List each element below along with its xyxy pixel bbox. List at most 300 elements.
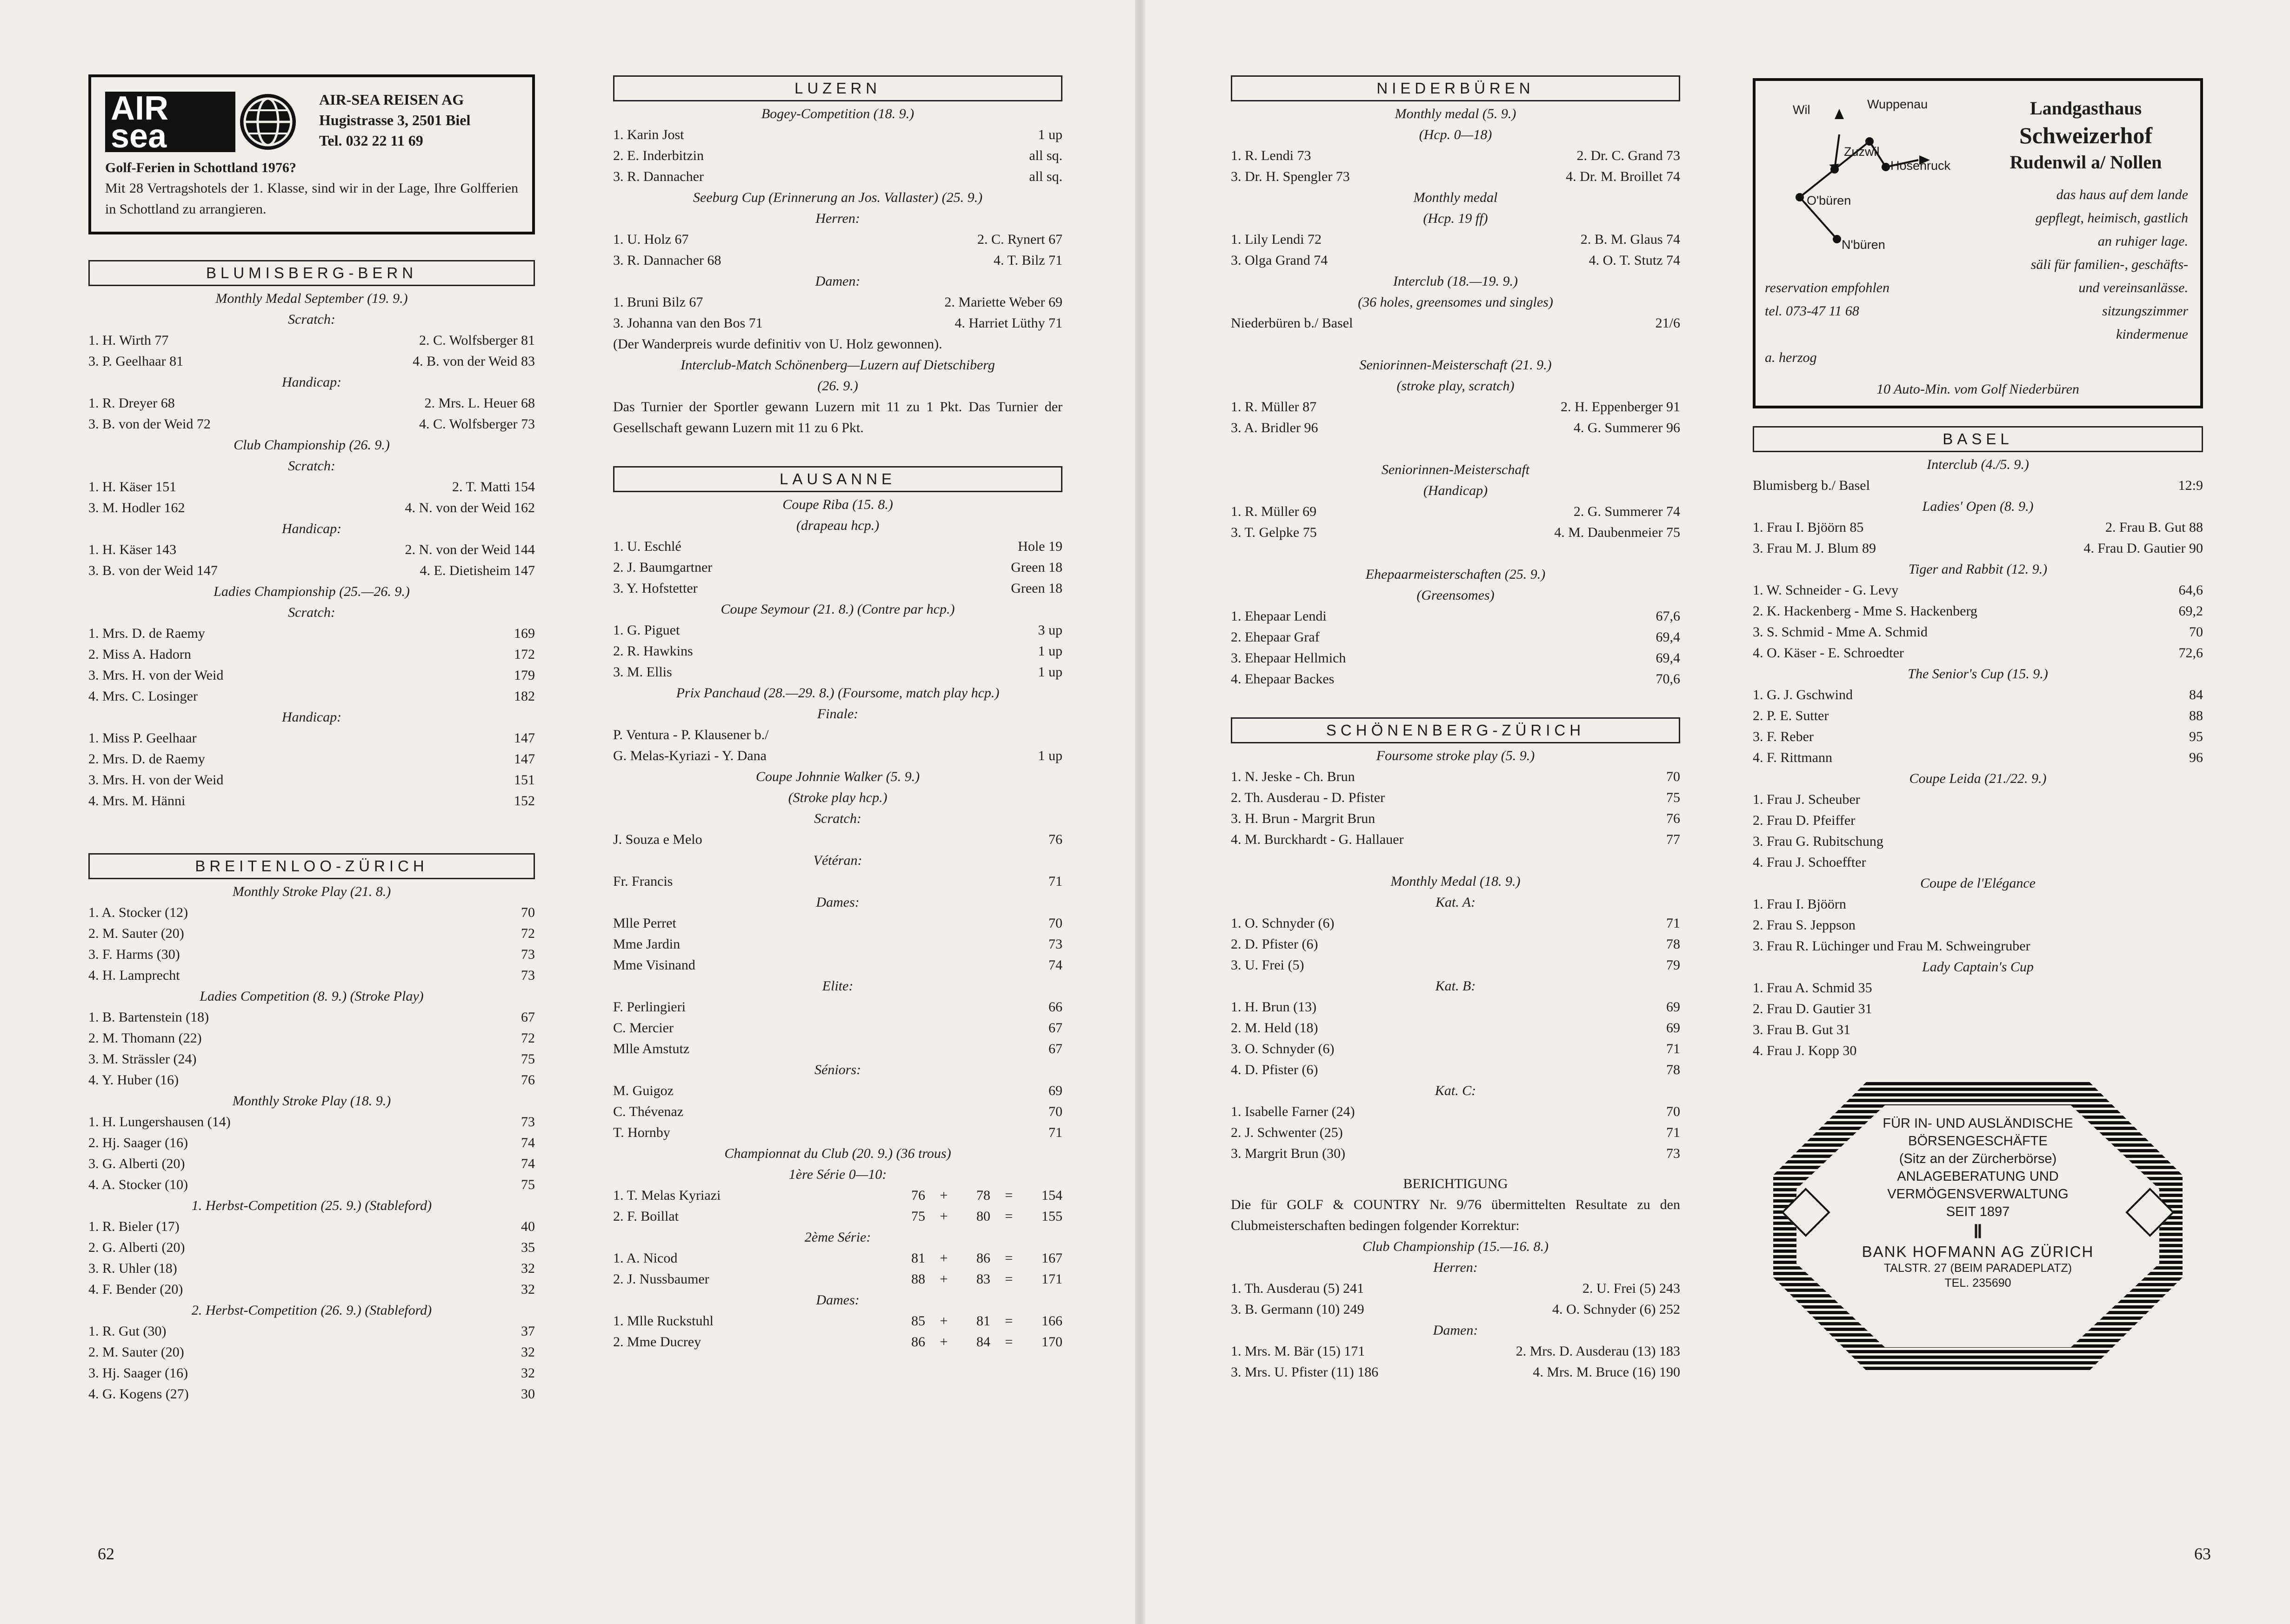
result-score: 1 up [1038,643,1062,659]
result-row [88,1383,535,1404]
result-name: 2. Mrs. L. Heuer 68 [424,395,535,411]
result-name: 2. D. Pfister (6) [1231,936,1318,952]
result-row [88,1111,535,1132]
result-name: 2. J. Schwenter (25) [1231,1125,1343,1140]
result-name: 1. A. Nicod [613,1250,678,1266]
result-row [1231,996,1680,1017]
result-name: 3. Dr. H. Spengler 73 [1231,169,1350,184]
section-title-luzern: LUZERN [613,75,1062,101]
map-label-wuppenau: Wuppenau [1867,97,1928,111]
result-name: 1. T. Melas Kyriazi [613,1188,721,1203]
result-name: 2. K. Hackenberg - Mme S. Hackenberg [1753,603,1977,619]
map-label-obueren: O'büren [1807,194,1851,207]
subheading: (Handicap) [1423,483,1488,498]
note-paragraph: Das Turnier der Sportler gewann Luzern mit 11 zu 1 Pkt. Das Turnier der Gesellschaft gewann Luzern mit 11 zu 6 Pkt. [613,399,1062,435]
result-row [1231,787,1680,808]
result-name: 2. Mrs. D. de Raemy [88,751,205,767]
landgasthaus-footer: 10 Auto-Min. vom Golf Niederbüren [1876,381,2079,397]
result-score: 67,6 [1656,608,1680,624]
bank-address: TALSTR. 27 (BEIM PARADEPLATZ) [1883,1262,2072,1275]
result-score: 70 [521,905,535,920]
score-calculation [897,1206,1062,1227]
result-score: 172 [514,647,535,662]
total-score: 171 [1042,1271,1062,1287]
result-name: 4. Frau D. Gautier 90 [2083,541,2203,556]
result-name: 2. J. Baumgartner [613,560,713,575]
result-name: 2. E. Inderbitzin [613,148,704,163]
result-score: 73 [521,947,535,962]
plus-sign: + [940,1209,948,1224]
plus-sign: + [940,1188,948,1203]
result-name: 1. A. Stocker (12) [88,905,188,920]
result-score: 95 [2189,729,2203,744]
result-row [613,1080,1062,1101]
result-row [613,662,1062,682]
result-row [1753,705,2203,726]
result-name: 1. U. Holz 67 [613,232,689,247]
result-name: 4. H. Lamprecht [88,968,180,983]
result-name: 2. G. Alberti (20) [88,1240,185,1255]
bank-name: BANK HOFMANN AG ZÜRICH [1862,1243,2094,1260]
result-name: 4. F. Rittmann [1753,750,1832,765]
air-sea-advertisement [88,74,535,234]
subheading: Scratch: [814,811,861,826]
result-row [88,1363,535,1383]
result-row [613,250,1062,271]
round-2-score: 84 [976,1334,990,1350]
result-row [1753,1040,2203,1061]
subheading: Coupe Riba (15. 8.) [782,497,893,512]
result-row [88,1028,535,1049]
result-row [613,996,1062,1017]
subheading: Club Championship (15.—16. 8.) [1362,1239,1549,1254]
result-row [1753,580,2203,601]
spacer [1231,334,1680,354]
result-name: 4. M. Burckhardt - G. Hallauer [1231,832,1404,847]
score-calculation [897,1185,1062,1206]
result-score: 147 [514,730,535,746]
result-name: 2. P. E. Sutter [1753,708,1829,723]
result-row [613,1331,1062,1352]
section-title-blumisberg: BLUMISBERG-BERN [88,260,535,286]
round-1-score: 85 [911,1313,925,1329]
result-row [613,578,1062,599]
result-name: 3. R. Dannacher 68 [613,253,721,268]
subheading: Seniorinnen-Meisterschaft (21. 9.) [1359,357,1552,373]
result-name: 3. R. Dannacher [613,169,704,184]
result-row [613,1269,1062,1290]
result-name: 2. B. M. Glaus 74 [1580,232,1680,247]
result-score: Green 18 [1011,581,1062,596]
subheading: Scratch: [288,312,335,327]
subheading: Damen: [1433,1323,1478,1338]
result-score: 88 [2189,708,2203,723]
result-score: 69,2 [2178,603,2203,619]
result-name: C. Mercier [613,1020,674,1036]
subheading: 2. Herbst-Competition (26. 9.) (Stableford) [191,1303,432,1318]
subheading: 2ème Série: [804,1230,871,1245]
subheading: Foursome stroke play (5. 9.) [1376,748,1535,763]
result-row [1231,396,1680,417]
subheading: Herren: [1433,1260,1478,1275]
result-name: 2. G. Summerer 74 [1573,504,1680,519]
result-row [1753,998,2203,1019]
result-score: 67 [1048,1041,1062,1056]
result-name: 2. N. von der Weid 144 [405,542,535,557]
result-score: 71 [1048,1125,1062,1140]
result-name: Mme Jardin [613,936,681,952]
round-2-score: 80 [976,1209,990,1224]
result-name: 1. R. Müller 87 [1231,399,1317,414]
landgasthaus-advertisement [1753,78,2203,408]
result-row [88,686,535,707]
bank-text: FÜR IN- UND AUSLÄNDISCHE BÖRSENGESCHÄFTE (Sitz an der Zürcherbörse) ANLAGEBERATUNG UND VERMÖGENSVERWALTUNG SEIT 1897 Ⅱ BANK HOFMANN AG ZÜRICH TALSTR. 27 (BEIM PARADEPLATZ) TEL. 235690 [1852,1115,2103,1290]
result-name: 1. Frau A. Schmid 35 [1753,980,1872,996]
result-name: 1. H. Wirth 77 [88,333,169,348]
subheading: Interclub-Match Schönenberg—Luzern auf Dietschiberg [681,357,995,373]
result-row [613,1122,1062,1143]
result-name: 2. Mariette Weber 69 [944,294,1062,310]
result-score: 1 up [1038,748,1062,763]
result-row [1231,145,1680,166]
result-name: 2. Frau D. Pfeiffer [1753,813,1856,828]
note-paragraph: (Der Wanderpreis wurde definitiv von U. Holz gewonnen). [613,336,942,352]
subheading: Seeburg Cup (Erinnerung an Jos. Vallaster) (25. 9.) [693,190,983,205]
result-row [1753,517,2203,538]
result-row [88,1153,535,1174]
round-2-score: 78 [976,1188,990,1203]
result-row [1753,601,2203,622]
result-score: 152 [514,793,535,809]
result-score: 70 [1666,1104,1680,1119]
result-name: 2. Mme Ducrey [613,1334,701,1350]
result-score: 70 [1048,916,1062,931]
result-score: 71 [1666,916,1680,931]
result-row [1753,915,2203,936]
result-name: 1. G. J. Gschwind [1753,687,1853,702]
result-row [1231,913,1680,934]
result-row [1231,627,1680,648]
section-title-schoenenberg: SCHÖNENBERG-ZÜRICH [1231,717,1680,743]
result-name: 3. F. Reber [1753,729,1814,744]
result-row [1753,810,2203,831]
result-name: T. Hornby [613,1125,670,1140]
result-row [1753,747,2203,768]
result-score: Green 18 [1011,560,1062,575]
result-name: 3. Y. Hofstetter [613,581,698,596]
result-score: 73 [521,1114,535,1129]
subheading: Interclub (18.—19. 9.) [1393,274,1518,289]
subheading: 1. Herbst-Competition (25. 9.) (Stableford) [191,1198,432,1213]
result-row [613,1248,1062,1269]
subheading: (Hcp. 0—18) [1419,127,1492,142]
result-row [1231,1038,1680,1059]
result-name: 1. R. Bieler (17) [88,1219,180,1234]
air-sea-logo-mark: AIR sea [105,92,235,152]
result-name: 4. Mrs. M. Bruce (16) 190 [1533,1364,1680,1380]
subheading: Kat. A: [1435,895,1476,910]
subheading: Handicap: [281,709,342,725]
ad-address: Hugistrasse 3, 2501 Biel [319,112,471,128]
result-row [88,623,535,644]
result-name: Mme Visinand [613,957,695,973]
result-name: 3. R. Uhler (18) [88,1261,177,1276]
result-name: P. Ventura - P. Klausener b./ [613,727,769,742]
result-row [1231,166,1680,187]
score-calculation [897,1269,1062,1290]
result-row [1753,475,2203,496]
result-score: 78 [1666,1062,1680,1077]
result-name: 1. Th. Ausderau (5) 241 [1231,1281,1364,1296]
result-score: 30 [521,1386,535,1402]
subheading: Herren: [815,211,860,226]
result-name: 2. Hj. Saager (16) [88,1135,188,1150]
result-name: Blumisberg b./ Basel [1753,478,1870,493]
result-row [88,560,535,581]
subheading: Dames: [816,1292,860,1308]
result-row [1231,250,1680,271]
score-calculation [897,1310,1062,1331]
result-row [1231,766,1680,787]
landgasthaus-text: das haus auf dem lande gepflegt, heimisch, gastlich an ruhiger lage. säli für familien-, geschäfts- und vereinsanlässe. sitzungszimmer kindermenue [2030,187,2188,342]
result-row [88,1216,535,1237]
result-score: 67 [521,1009,535,1025]
result-name: 1. H. Käser 143 [88,542,177,557]
result-row [1231,668,1680,689]
subheading: Dames: [816,895,860,910]
result-name: C. Thévenaz [613,1104,684,1119]
result-row [88,1321,535,1342]
result-name: 4. M. Daubenmeier 75 [1554,525,1680,540]
result-name: 3. Frau B. Gut 31 [1753,1022,1850,1037]
subheading: Ehepaarmeisterschaften (25. 9.) [1365,567,1546,582]
result-name: 3. A. Bridler 96 [1231,420,1318,435]
result-name: 1. Frau I. Bjöörn 85 [1753,520,1864,535]
subheading: Tiger and Rabbit (12. 9.) [1908,561,2048,577]
subheading: Ladies Championship (25.—26. 9.) [214,584,410,599]
result-row [613,313,1062,334]
result-score: 147 [514,751,535,767]
subheading: Handicap: [281,374,342,390]
subheading: (stroke play, scratch) [1396,378,1515,394]
result-row [1231,934,1680,955]
result-score: all sq. [1029,169,1062,184]
result-row [88,1342,535,1363]
result-name: 2. Miss A. Hadorn [88,647,191,662]
result-name: 3. G. Alberti (20) [88,1156,185,1171]
result-row [88,728,535,749]
result-row [88,497,535,518]
plus-sign: + [940,1271,948,1287]
result-score: 74 [521,1135,535,1150]
result-name: 4. O. T. Stutz 74 [1589,253,1680,268]
result-name: 2. C. Rynert 67 [977,232,1062,247]
result-name: 3. Mrs. U. Pfister (11) 186 [1231,1364,1379,1380]
results-basel [1753,454,2203,1061]
result-row [88,769,535,790]
subheading: (drapeau hcp.) [796,518,880,533]
result-row [1231,1362,1680,1383]
result-name: 1. R. Dreyer 68 [88,395,175,411]
subheading: Elite: [822,978,854,994]
result-name: Mlle Amstutz [613,1041,690,1056]
result-name: 3. Mrs. H. von der Weid [88,772,224,788]
result-score: 12:9 [2178,478,2203,493]
round-1-score: 81 [911,1250,925,1266]
result-row [1231,829,1680,850]
result-row [88,749,535,769]
result-score: 73 [521,968,535,983]
result-name: 2. H. Eppenberger 91 [1561,399,1680,414]
right-column-1 [1231,0,1680,1383]
right-page [1145,0,2290,1624]
result-name: 3. Hj. Saager (16) [88,1365,188,1381]
equals-sign: = [1005,1271,1013,1287]
result-row [1753,789,2203,810]
result-score: 69 [1048,1083,1062,1098]
result-name: J. Souza e Melo [613,832,702,847]
result-score: 71 [1666,1125,1680,1140]
result-row [88,923,535,944]
result-score: 32 [521,1344,535,1360]
result-score: 182 [514,688,535,704]
left-page [0,0,1135,1624]
subheading: (36 holes, greensomes und singles) [1358,294,1553,310]
result-row [1753,1019,2203,1040]
result-row [613,1038,1062,1059]
result-score: 179 [514,668,535,683]
result-name: 3. Frau M. J. Blum 89 [1753,541,1876,556]
result-name: 4. Mrs. M. Hänni [88,793,186,809]
result-name: 3. U. Frei (5) [1231,957,1304,973]
result-name: 2. J. Nussbaumer [613,1271,709,1287]
map-label-zuzwil: Zuzwil [1844,145,1880,159]
result-row [88,1258,535,1279]
round-1-score: 86 [911,1334,925,1350]
landgasthaus-owner: a. herzog [1765,350,1817,365]
result-row [613,1206,1062,1227]
correction-title: BERICHTIGUNG [1403,1176,1508,1191]
subheading: The Senior's Cup (15. 9.) [1908,666,2048,682]
result-score: 76 [521,1072,535,1088]
map-label-nbueren: N'büren [1842,238,1885,252]
results-lausanne [613,494,1062,1352]
result-row [88,351,535,372]
section-title-breitenloo: BREITENLOO-ZÜRICH [88,853,535,879]
result-score: 76 [1048,832,1062,847]
result-row [613,145,1062,166]
result-name: 3. Olga Grand 74 [1231,253,1328,268]
results-luzern [613,103,1062,438]
result-row [88,1132,535,1153]
result-name: 4. E. Dietisheim 147 [420,563,535,578]
result-row [1753,936,2203,956]
result-name: 1. H. Lungershausen (14) [88,1114,231,1129]
result-score: 151 [514,772,535,788]
subheading: Vétéran: [813,853,862,868]
result-row [1753,622,2203,642]
result-name: 4. O. Käser - E. Schroedter [1753,645,1904,661]
result-row [613,124,1062,145]
result-name: 2. F. Boillat [613,1209,679,1224]
result-name: Niederbüren b./ Basel [1231,315,1353,331]
result-row [613,1017,1062,1038]
result-name: 3. F. Harms (30) [88,947,180,962]
result-score: 69,4 [1656,629,1680,645]
result-row [613,1185,1062,1206]
result-name: 2. M. Sauter (20) [88,926,184,941]
result-name: 1. R. Gut (30) [88,1323,167,1339]
section-title-basel: BASEL [1753,426,2203,452]
result-row [1231,417,1680,438]
equals-sign: = [1005,1209,1013,1224]
results-schoenenberg [1231,745,1680,1164]
result-name: 2. C. Wolfsberger 81 [419,333,535,348]
result-score: 70 [1666,769,1680,784]
result-row [1753,852,2203,873]
result-name: 2. M. Sauter (20) [88,1344,184,1360]
result-name: 2. Th. Ausderau - D. Pfister [1231,790,1385,805]
result-score: 74 [1048,957,1062,973]
result-name: 1. Isabelle Farner (24) [1231,1104,1355,1119]
total-score: 167 [1042,1250,1062,1266]
result-row [1231,1341,1680,1362]
result-row [1231,229,1680,250]
result-score: 69 [1666,999,1680,1015]
subheading: Kat. B: [1435,978,1476,994]
result-name: 1. R. Müller 69 [1231,504,1317,519]
result-score: 77 [1666,832,1680,847]
result-row [613,724,1062,745]
ad-body: Mit 28 Vertragshotels der 1. Klasse, sind wir in der Lage, Ihre Golfferien in Schottland zu arrangieren. [105,180,518,217]
result-row [613,745,1062,766]
air-sea-logo [105,89,300,154]
result-score: 32 [521,1261,535,1276]
result-row [1231,1278,1680,1299]
result-name: 4. G. Kogens (27) [88,1386,189,1402]
round-1-score: 88 [911,1271,925,1287]
subheading: 1ère Série 0—10: [788,1167,887,1182]
result-row [1753,726,2203,747]
subheading: (Greensomes) [1416,588,1495,603]
result-score: 70,6 [1656,671,1680,687]
result-name: 4. C. Wolfsberger 73 [419,416,535,432]
spacer [1231,543,1680,564]
result-score: 64,6 [2178,582,2203,598]
result-name: 2. Frau B. Gut 88 [2105,520,2203,535]
result-score: 35 [521,1240,535,1255]
result-score: all sq. [1029,148,1062,163]
result-name: 3. M. Ellis [613,664,672,680]
equals-sign: = [1005,1313,1013,1329]
result-score: 70 [1048,1104,1062,1119]
result-row [1231,522,1680,543]
result-name: Mlle Perret [613,916,676,931]
result-row [1231,1122,1680,1143]
result-score: Hole 19 [1018,539,1062,554]
ad-tel: Tel. 032 22 11 69 [319,132,423,149]
result-name: 4. Ehepaar Backes [1231,671,1335,687]
result-name: 3. H. Brun - Margrit Brun [1231,811,1375,826]
equals-sign: = [1005,1334,1013,1350]
landgasthaus-tel: tel. 073-47 11 68 [1765,303,1859,319]
result-row [613,1310,1062,1331]
result-name: 3. Johanna van den Bos 71 [613,315,763,331]
result-row [88,539,535,560]
result-name: 3. Ehepaar Hellmich [1231,650,1346,666]
total-score: 170 [1042,1334,1062,1350]
result-score: 70 [2189,624,2203,640]
